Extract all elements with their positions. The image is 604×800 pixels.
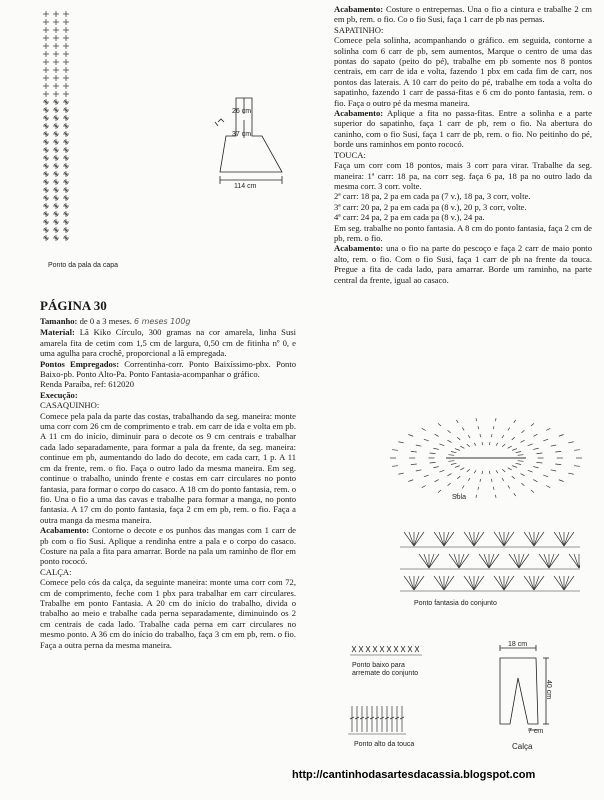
stitch-mark (439, 532, 444, 546)
stitch-mark (424, 475, 429, 477)
acabamento-sapatinho: Acabamento: Aplique a fita no passa-fitas. Entre a solinha e a parte superior do sapatinho, faça 1 carr de pb, rem o fio. Na abertura do caninho, com o fio Susi, faça 1 carr de pb, rem. o fio. No peitinho do pé, borde uns raminhos em ponto rococó. (334, 108, 592, 150)
stitch-mark (462, 428, 464, 431)
stitch-mark (559, 576, 564, 590)
stitch-mark (524, 576, 534, 590)
stitch-mark (489, 554, 494, 568)
stitch-mark (467, 444, 470, 447)
capa-dim-width: 114 cm (234, 183, 257, 190)
stitch-mark (502, 444, 505, 447)
casaquinho-heading: CASAQUINHO: (40, 400, 100, 411)
stitch-mark (531, 490, 534, 493)
stitch-mark (564, 532, 569, 546)
stitch-mark (454, 554, 459, 568)
stitch-mark (448, 461, 454, 462)
stitch-mark (474, 470, 476, 473)
stitch-mark (521, 474, 525, 476)
stitch-mark (460, 446, 464, 448)
stitch-mark (414, 576, 424, 590)
stitch-mark (424, 554, 429, 568)
stitch-mark (444, 576, 449, 590)
pala-capa-caption: Ponto da pala da capa (48, 262, 119, 269)
stitch-mark (495, 418, 496, 421)
stitch-mark (529, 532, 534, 546)
stitch-mark (502, 435, 504, 438)
stitch-mark (460, 468, 464, 470)
stitch-mark (398, 442, 403, 443)
fantasia-caption: Ponto fantasia do conjunto (414, 600, 497, 607)
right-column-text (334, 4, 592, 285)
stitch-mark (457, 476, 460, 479)
stitch-mark (549, 554, 559, 568)
stitch-mark (512, 437, 515, 440)
stitch-mark (519, 554, 524, 568)
stitch-mark (518, 461, 524, 462)
stitch-mark (564, 532, 574, 546)
stitch-mark (435, 480, 439, 482)
stitch-mark (521, 483, 524, 486)
stitch-mark (508, 446, 512, 448)
capa-schematic (212, 92, 302, 192)
stitch-mark (462, 486, 464, 489)
stitch-mark (519, 554, 529, 568)
page-title: PÁGINA 30 (40, 298, 107, 313)
stitch-mark (512, 449, 517, 451)
acabamento-calca: Acabamento: Costure o entrepernas. Una o fio a cintura e trabalhe 2 cm em pb, rem. o fio. Co o fio Susi, faça 1 carr de pb nas pernas. (334, 4, 592, 25)
stitch-mark (429, 554, 439, 568)
stitch-mark (502, 469, 505, 472)
stitch-mark (480, 434, 481, 437)
sapatinho-paragraph: Comece pela solinha, acompanhando o gráfico. em seguida, contorne a solinha com 6 carr de pb, sem aumentos, Marque o centro de uma das pontas do sapato (peito do pé), trabalhe em pb somente nos 8 pontos centrais, em carr de ida e volta, fazendo 1 pbx em cada fim de carr, nos pontos das laterais. A 10 carr do peito do pé, trabalhe em toda a volta do sapatinho, fazendo 1 carr de passa-fitas e 6 cm do ponto fantasia, rem. o fio. Faça o outro pé da mesma maneira. (334, 35, 592, 108)
alto-caption: Ponto alto da touca (354, 741, 415, 748)
stitch-mark (549, 554, 554, 568)
capa-dim-top: 26 cm (232, 108, 252, 115)
stitch-mark (468, 435, 470, 438)
stitch-mark (546, 485, 550, 487)
stitch-mark (411, 464, 417, 465)
stitch-mark (430, 453, 436, 454)
stitch-mark (533, 480, 537, 482)
stitch-mark (508, 428, 510, 431)
stitch-mark (564, 576, 574, 590)
stitch-mark (559, 532, 564, 546)
touca-row: 4ª carr: 24 pa, 2 pa em cada pa (8 v.), 24 pa. (334, 212, 485, 223)
stitch-mark (555, 451, 561, 452)
stitch-mark (504, 532, 509, 546)
stitch-mark (409, 532, 414, 546)
stitch-mark (476, 495, 477, 498)
calca-schematic (476, 644, 566, 740)
touca-heading: TOUCA: (334, 149, 366, 160)
stitch-mark (474, 443, 476, 446)
stitch-mark (434, 576, 444, 590)
stitch-mark (539, 554, 549, 568)
stitch-mark (468, 478, 470, 481)
stitch-mark (554, 576, 564, 590)
stitch-mark (392, 466, 398, 467)
stitch-mark (555, 464, 561, 465)
stitch-mark (459, 554, 469, 568)
stitch-mark (444, 532, 449, 546)
ponto-baixo-chart (350, 640, 424, 660)
stitch-mark (448, 483, 451, 486)
stitch-mark (448, 455, 454, 456)
stitch-mark (568, 473, 573, 474)
stitch-mark (482, 471, 483, 474)
sola-caption: Sola (452, 494, 467, 501)
blog-url[interactable]: http://cantinhodasartesdacassia.blogspot.com (292, 769, 536, 781)
stitch-mark (529, 576, 534, 590)
calca-caption: Calça (512, 742, 533, 751)
stitch-mark (476, 418, 477, 421)
stitch-mark (496, 470, 498, 473)
capa-dim-mid: 37 cm (232, 131, 252, 138)
stitch-mark (489, 471, 490, 474)
acabamento-casaco: Acabamento: Contorne o decote e os punhos das mangas com 1 carr de pb com o fio Susi. Aplique a rendinha entre a pala e o corpo do casaco. Costure na pala a fita para amarrar. Borde na pala um raminho de flor em ponto rococó. (40, 525, 296, 567)
stitch-mark (514, 420, 516, 423)
stitch-mark (408, 434, 413, 436)
stitch-mark (430, 462, 436, 463)
stitch-mark (533, 434, 537, 436)
touca-end: Em seg. trabalhe no ponto fantasia. A 8 cm do ponto fantasia, faça 2 cm de pb, rem. o fio. (334, 222, 592, 243)
stitch-mark (521, 430, 524, 433)
stitch-mark (448, 430, 451, 433)
stitch-mark (494, 532, 504, 546)
stitch-mark (544, 554, 549, 568)
stitch-mark (499, 576, 504, 590)
stitch-mark (433, 467, 438, 468)
stitch-mark (534, 532, 544, 546)
stitch-mark (524, 532, 534, 546)
stitch-mark (451, 463, 456, 464)
pontos-paragraph: Pontos Empregados: Correntinha-corr. Ponto Baixíssimo-pbx. Ponto Baixo-pb. Ponto Alto-Pa. Ponto Fantasia-acompanhar o gráfico. (40, 358, 297, 380)
stitch-mark (504, 576, 509, 590)
sapatinho-heading: SAPATINHO: (334, 24, 384, 35)
stitch-mark (464, 532, 474, 546)
stitch-mark (528, 470, 533, 472)
pala-capa-stitch-chart (40, 10, 80, 250)
stitch-mark (514, 554, 519, 568)
stitch-mark (504, 532, 514, 546)
stitch-mark (438, 490, 441, 493)
stitch-mark (534, 576, 539, 590)
calca-paragraph: Comece pelo cós da calça, da seguinte maneira: monte uma corr com 72, cm de comprimento, feche com 1 pbx para trabalhar em carr circulares. Trabalhe em ponto Fantasia. A 20 cm do início do trabalho, divida o trabalho ao meio e trabalhe cada perna separadamente, diminuindo os 2 cm centrais de cada lado. Trabalhe cada perna em carr circulares no mesmo ponto. A 36 cm do início do trabalho, faça 3 cm em pb, rem. o fio. Faça a outra perna da mesma maneira. (40, 577, 296, 650)
stitch-mark (433, 448, 438, 449)
stitch-mark (543, 439, 548, 441)
stitch-mark (574, 554, 579, 568)
stitch-mark (484, 554, 489, 568)
stitch-mark (422, 428, 426, 430)
stitch-mark (569, 554, 579, 568)
left-column-text (40, 298, 296, 650)
stitch-mark (449, 554, 459, 568)
stitch-mark (574, 466, 580, 467)
stitch-mark (451, 451, 456, 452)
stitch-mark (434, 532, 444, 546)
stitch-mark (456, 420, 458, 423)
stitch-mark (439, 444, 444, 446)
touca-intro: Faça um corr com 18 pontos, mais 3 corr para virar. Trabalhe da seg. maneira: 1ª carr: 18 pa, na corr seg. faça 6 pa, 18 pa no outro lado da mesma corr. 3 corr. volte. (334, 160, 592, 191)
stitch-mark (478, 487, 479, 490)
ponto-fantasia-chart (400, 522, 580, 594)
stitch-mark (559, 480, 564, 482)
tamanho-line: Tamanho: de 0 a 3 meses. 6 meses 100g (40, 316, 191, 326)
stitch-mark (398, 473, 403, 474)
stitch-mark (534, 576, 544, 590)
stitch-mark (409, 576, 414, 590)
stitch-mark (414, 576, 419, 590)
sola-stitch-chart (376, 412, 596, 498)
stitch-mark (502, 478, 504, 481)
stitch-mark (516, 451, 521, 452)
stitch-mark (504, 576, 514, 590)
stitch-mark (482, 442, 483, 445)
stitch-mark (404, 576, 414, 590)
stitch-mark (419, 554, 429, 568)
stitch-mark (518, 455, 524, 456)
stitch-mark (568, 442, 573, 443)
stitch-mark (531, 423, 534, 426)
stitch-mark (528, 444, 533, 446)
stitch-mark (416, 445, 421, 446)
stitch-mark (533, 467, 538, 468)
stitch-mark (480, 479, 481, 482)
stitch-mark (392, 450, 398, 451)
stitch-mark (474, 532, 484, 546)
stitch-mark (424, 439, 429, 441)
stitch-mark (429, 554, 434, 568)
stitch-mark (478, 426, 479, 429)
stitch-mark (489, 442, 490, 445)
stitch-mark (474, 576, 479, 590)
stitch-mark (494, 576, 504, 590)
stitch-mark (447, 440, 451, 442)
stitch-mark (447, 474, 451, 476)
stitch-mark (408, 480, 413, 482)
stitch-mark (435, 434, 439, 436)
stitch-mark (455, 449, 460, 451)
stitch-mark (512, 476, 515, 479)
stitch-mark (534, 532, 539, 546)
stitch-mark (508, 486, 510, 489)
stitch-mark (439, 576, 444, 590)
stitch-mark (455, 466, 460, 468)
stitch-mark (459, 554, 464, 568)
stitch-mark (509, 554, 519, 568)
stitch-mark (521, 440, 525, 442)
stitch-mark (467, 469, 470, 472)
ponto-alto-chart (348, 702, 408, 738)
baixo-caption: Ponto baixo para arremate do conjunto (352, 662, 419, 677)
stitch-mark (414, 532, 419, 546)
stitch-mark (444, 576, 454, 590)
stitch-mark (559, 434, 564, 436)
stitch-mark (489, 554, 499, 568)
stitch-mark (491, 434, 492, 437)
stitch-mark (574, 450, 580, 451)
stitch-mark (438, 423, 441, 426)
stitch-mark (464, 576, 474, 590)
stitch-mark (469, 532, 474, 546)
stitch-mark (546, 428, 550, 430)
stitch-mark (564, 576, 569, 590)
stitch-mark (439, 470, 444, 472)
stitch-mark (491, 479, 492, 482)
stitch-mark (411, 451, 417, 452)
stitch-mark (496, 443, 498, 446)
stitch-mark (514, 493, 516, 496)
stitch-mark (422, 485, 426, 487)
acabamento-touca: Acabamento: una o fio na parte do pescoço e faça 2 carr de maio ponto alto, rem. o fio. Com o fio Susi, faça 1 carr de pb na frente da touca. Pregue a fita de cada lado, para amarrar. Borde um raminho, na parte central da frente, igual ao casaco. (334, 243, 592, 285)
stitch-mark (554, 532, 564, 546)
stitch-mark (414, 532, 424, 546)
touca-row: 2ª carr: 18 pa, 2 pa em cada pa (7 v.), 18 pa, 3 corr, volte. (334, 191, 531, 202)
stitch-mark (457, 437, 460, 440)
casaquinho-paragraph: Comece pela pala da parte das costas, trabalhando da seg. maneira: monte uma corr com 26 cm de comprimento e trab. em carr de ida e volta em pb. A 11 cm do início, diminuir para o decote os 9 cm centrais e trabalhar cada lado separadamente, para formar a pala da frente, da seg. maneira: continue em pb, aumentando do lado do decote, em cada carr, 1 p. A 11 cm da frente, rem. o fio. Faça o outro lado da mesma maneira. Em seg. continue o trabalho, unindo frente e costas em carr circulares no ponto fantasia, para formar o corpo do casaco. A 18 cm do ponto fantasia, rem. o fio. Una o fio a uma das cavas e trabalhe para formar a manga, no ponto fantasia. A 17 cm do ponto fantasia, faça 2 cm em pb, rem. o fio. Faça a outra manga da mesma maneira. (40, 410, 296, 525)
stitch-mark (416, 470, 421, 471)
stitch-mark (474, 532, 479, 546)
stitch-mark (479, 554, 489, 568)
renda-line: Renda Paraíba, ref: 612020 (40, 379, 135, 390)
calca-heading: CALÇA: (40, 566, 72, 577)
calca-dim-foot: 7 cm (528, 728, 544, 735)
material-paragraph: Material: Lã Kiko Círculo, 300 gramas na cor amarela, linha Susi amarela fita de cetim com 1,5 cm de largura, 0,50 cm de fitinha nº 0, e uma agulha para crochê, proporcional a lã empregada. (40, 327, 296, 359)
stitch-mark (493, 426, 494, 429)
stitch-mark (404, 532, 414, 546)
stitch-mark (499, 532, 504, 546)
stitch-mark (474, 576, 484, 590)
stitch-mark (495, 495, 496, 498)
stitch-mark (536, 462, 542, 463)
stitch-mark (493, 487, 494, 490)
stitch-mark (512, 466, 517, 468)
stitch-mark (551, 445, 556, 446)
stitch-mark (543, 475, 548, 477)
stitch-mark (516, 463, 521, 464)
stitch-mark (551, 470, 556, 471)
handwritten-note: 6 meses 100g (134, 317, 191, 326)
stitch-mark (508, 468, 512, 470)
stitch-mark (533, 448, 538, 449)
execucao-heading: Execução: (40, 389, 78, 400)
calca-dim-top: 18 cm (508, 641, 528, 648)
calca-dim-side: 40 cm (545, 680, 552, 700)
stitch-mark (469, 576, 474, 590)
stitch-mark (536, 453, 542, 454)
touca-row: 3ª carr: 20 pa, 2 pa em cada pa (8 v.), 20 p, 3 corr, volte. (334, 201, 527, 212)
stitch-mark (444, 532, 454, 546)
